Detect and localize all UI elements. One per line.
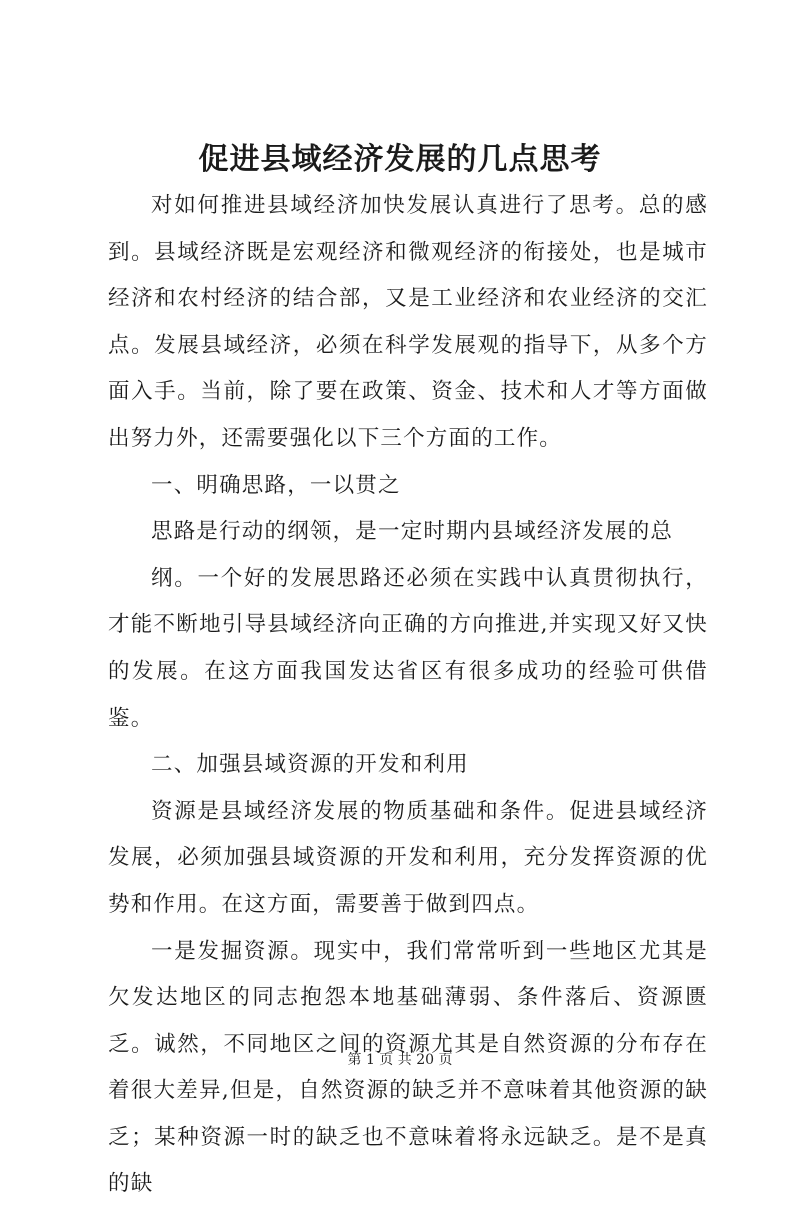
page-footer: 第 1 页 共 20 页	[0, 1050, 800, 1070]
paragraph-section-2-a: 资源是县域经济发展的物质基础和条件。促进县域经济发展，必须加强县域资源的开发和利用，充分发挥资源的优势和作用。在这方面，需要善于做到四点。	[108, 789, 708, 929]
paragraph-section-1-b: 纲。一个好的发展思路还必须在实践中认真贯彻执行，才能不断地引导县域经济向正确的方向推进,并实现又好又快的发展。在这方面我国发达省区有很多成功的经验可供借鉴。	[108, 556, 708, 742]
document-title: 促进县域经济发展的几点思考	[0, 140, 800, 180]
section-heading-1: 一、明确思路，一以贯之	[108, 463, 708, 510]
section-heading-2: 二、加强县域资源的开发和利用	[108, 742, 708, 789]
paragraph-section-1-a: 思路是行动的纲领，是一定时期内县域经济发展的总	[108, 509, 708, 556]
paragraph-intro: 对如何推进县域经济加快发展认真进行了思考。总的感到。县域经济既是宏观经济和微观经济的衔接处，也是城市经济和农村经济的结合部，又是工业经济和农业经济的交汇点。发展县域经济，必须在科学发展观的指导下，从多个方面入手。当前，除了要在政策、资金、技术和人才等方面做出努力外，还需要强化以下三个方面的工作。	[108, 183, 708, 463]
paragraph-section-2-b: 一是发掘资源。现实中，我们常常听到一些地区尤其是欠发达地区的同志抱怨本地基础薄弱、条件落后、资源匮乏。诚然，不同地区之间的资源尤其是自然资源的分布存在着很大差异,但是，自然资源的缺乏并不意味着其他资源的缺乏；某种资源一时的缺乏也不意味着将永远缺乏。是不是真的缺	[108, 929, 708, 1208]
